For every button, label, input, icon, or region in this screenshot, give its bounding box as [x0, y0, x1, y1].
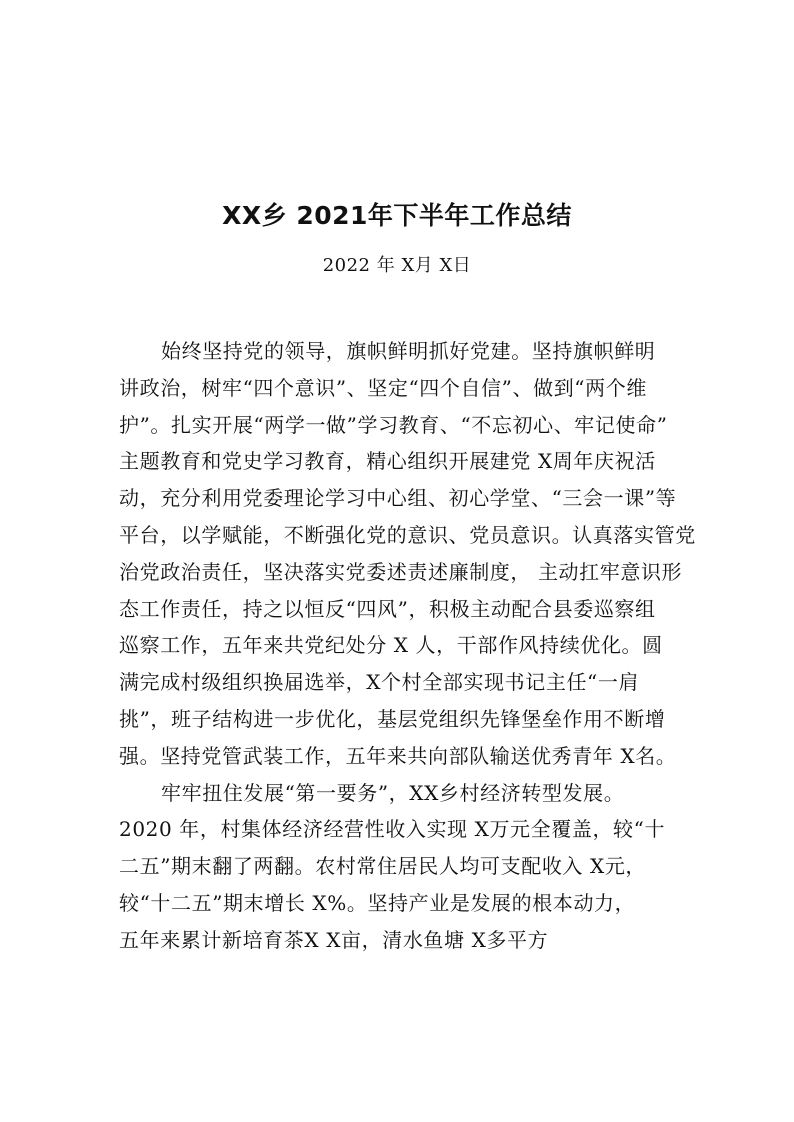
body-line: 平台，以学赋能，不断强化党的意识、党员意识。认真落实管党	[119, 522, 696, 547]
document-body	[119, 333, 696, 959]
body-line: 挑”，班子结构进一步优化，基层党组织先锋堡垒作用不断增	[119, 706, 666, 731]
body-line: 牢牢扭住发展“第一要务”，XX乡村经济转型发展。	[161, 780, 625, 805]
body-line: 治党政治责任，坚决落实党委述责述廉制度， 主动扛牢意识形	[119, 559, 683, 584]
body-line: 动，充分利用党委理论学习中心组、初心学堂、“三会一课”等	[119, 486, 677, 511]
body-line: 2020 年，村集体经济经营性收入实现 X万元全覆盖，较“十	[119, 817, 666, 842]
body-line: 五年来累计新培育茶X X亩，清水鱼塘 X多平方	[119, 927, 549, 952]
body-line: 强。坚持党管武装工作，五年来共向部队输送优秀青年 X名。	[119, 743, 677, 768]
body-line: 满完成村级组织换届选举，X个村全部实现书记主任“一肩	[119, 670, 640, 695]
body-line: 始终坚持党的领导，旗帜鲜明抓好党建。坚持旗帜鲜明	[161, 339, 656, 363]
body-line: 主题教育和党史学习教育，精心组织开展建党 X周年庆祝活	[119, 449, 656, 474]
body-line: 巡察工作，五年来共党纪处分 X 人，干部作风持续优化。圆	[119, 633, 663, 658]
body-line: 态工作责任，持之以恒反“四风”，积极主动配合县委巡察组	[119, 596, 656, 621]
body-line: 较“十二五”期末增长 X%。坚持产业是发展的根本动力，	[119, 890, 636, 915]
body-line: 护”。扎实开展“两学一做”学习教育、“不忘初心、牢记使命”	[119, 412, 668, 437]
document-date: 2022 年 X月 X日	[322, 255, 472, 276]
document-title: XX乡 2021年下半年工作总结	[222, 201, 572, 230]
body-line: 二五”期末翻了两翻。农村常住居民人均可支配收入 X元，	[119, 854, 647, 879]
body-line: 讲政治，树牢“四个意识”、坚定“四个自信”、做到“两个维	[119, 375, 647, 400]
